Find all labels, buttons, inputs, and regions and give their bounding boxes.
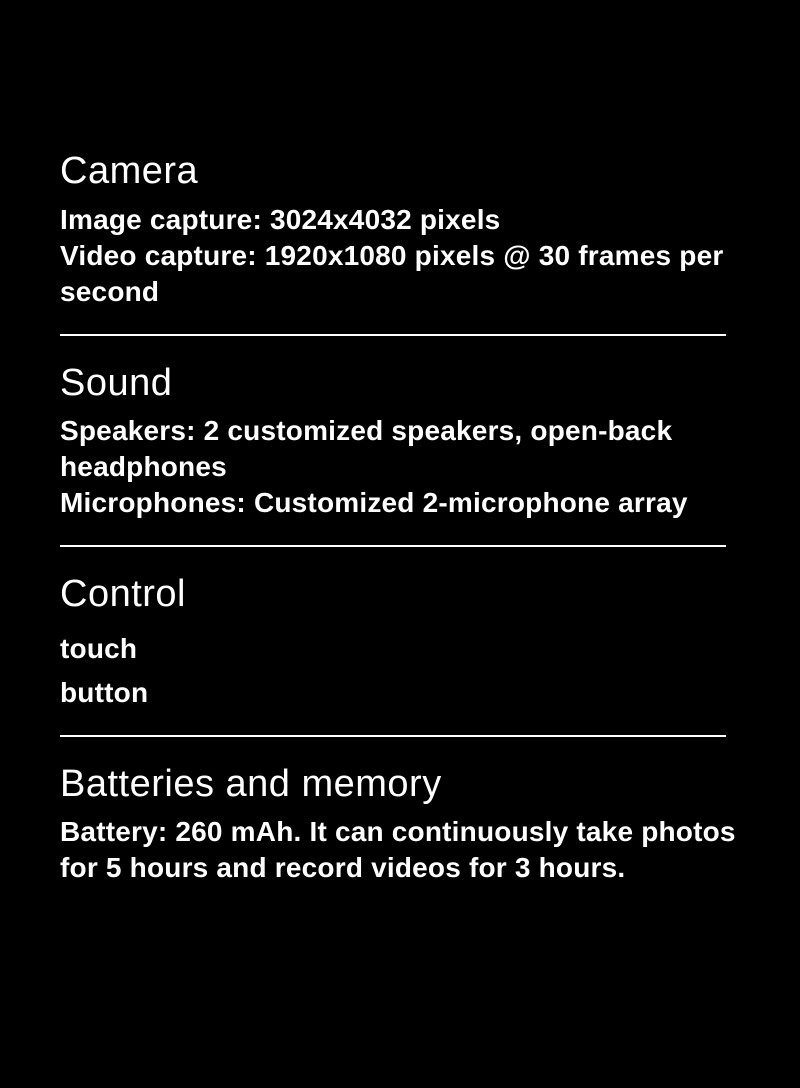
spec-line-video-capture: Video capture: 1920x1080 pixels @ 30 frames per second: [60, 239, 724, 307]
spec-line-microphones: Microphones: Customized 2-microphone array: [60, 487, 688, 518]
spec-line-touch: touch: [60, 632, 138, 664]
section-divider: [60, 334, 726, 336]
section-title-camera: Camera: [60, 150, 199, 192]
section-title-control: Control: [60, 573, 186, 615]
spec-line-speakers: Speakers: 2 customized speakers, open-back headphones: [60, 415, 673, 482]
spec-line-battery: Battery: 260 mAh. It can continuously take photos for 5 hours and record videos for 3 hours.: [60, 816, 736, 883]
section-divider: [60, 545, 726, 547]
spec-section-camera: [60, 148, 760, 336]
spec-section-sound: [60, 360, 760, 548]
section-title-sound: Sound: [60, 361, 173, 404]
spec-line-image-capture: Image capture: 3024x4032 pixels: [60, 203, 501, 235]
spec-line-button: button: [60, 676, 149, 708]
spec-section-batteries: [60, 761, 760, 887]
spec-section-control: [60, 571, 760, 737]
section-title-batteries: Batteries and memory: [60, 762, 442, 805]
section-divider: [60, 735, 726, 737]
